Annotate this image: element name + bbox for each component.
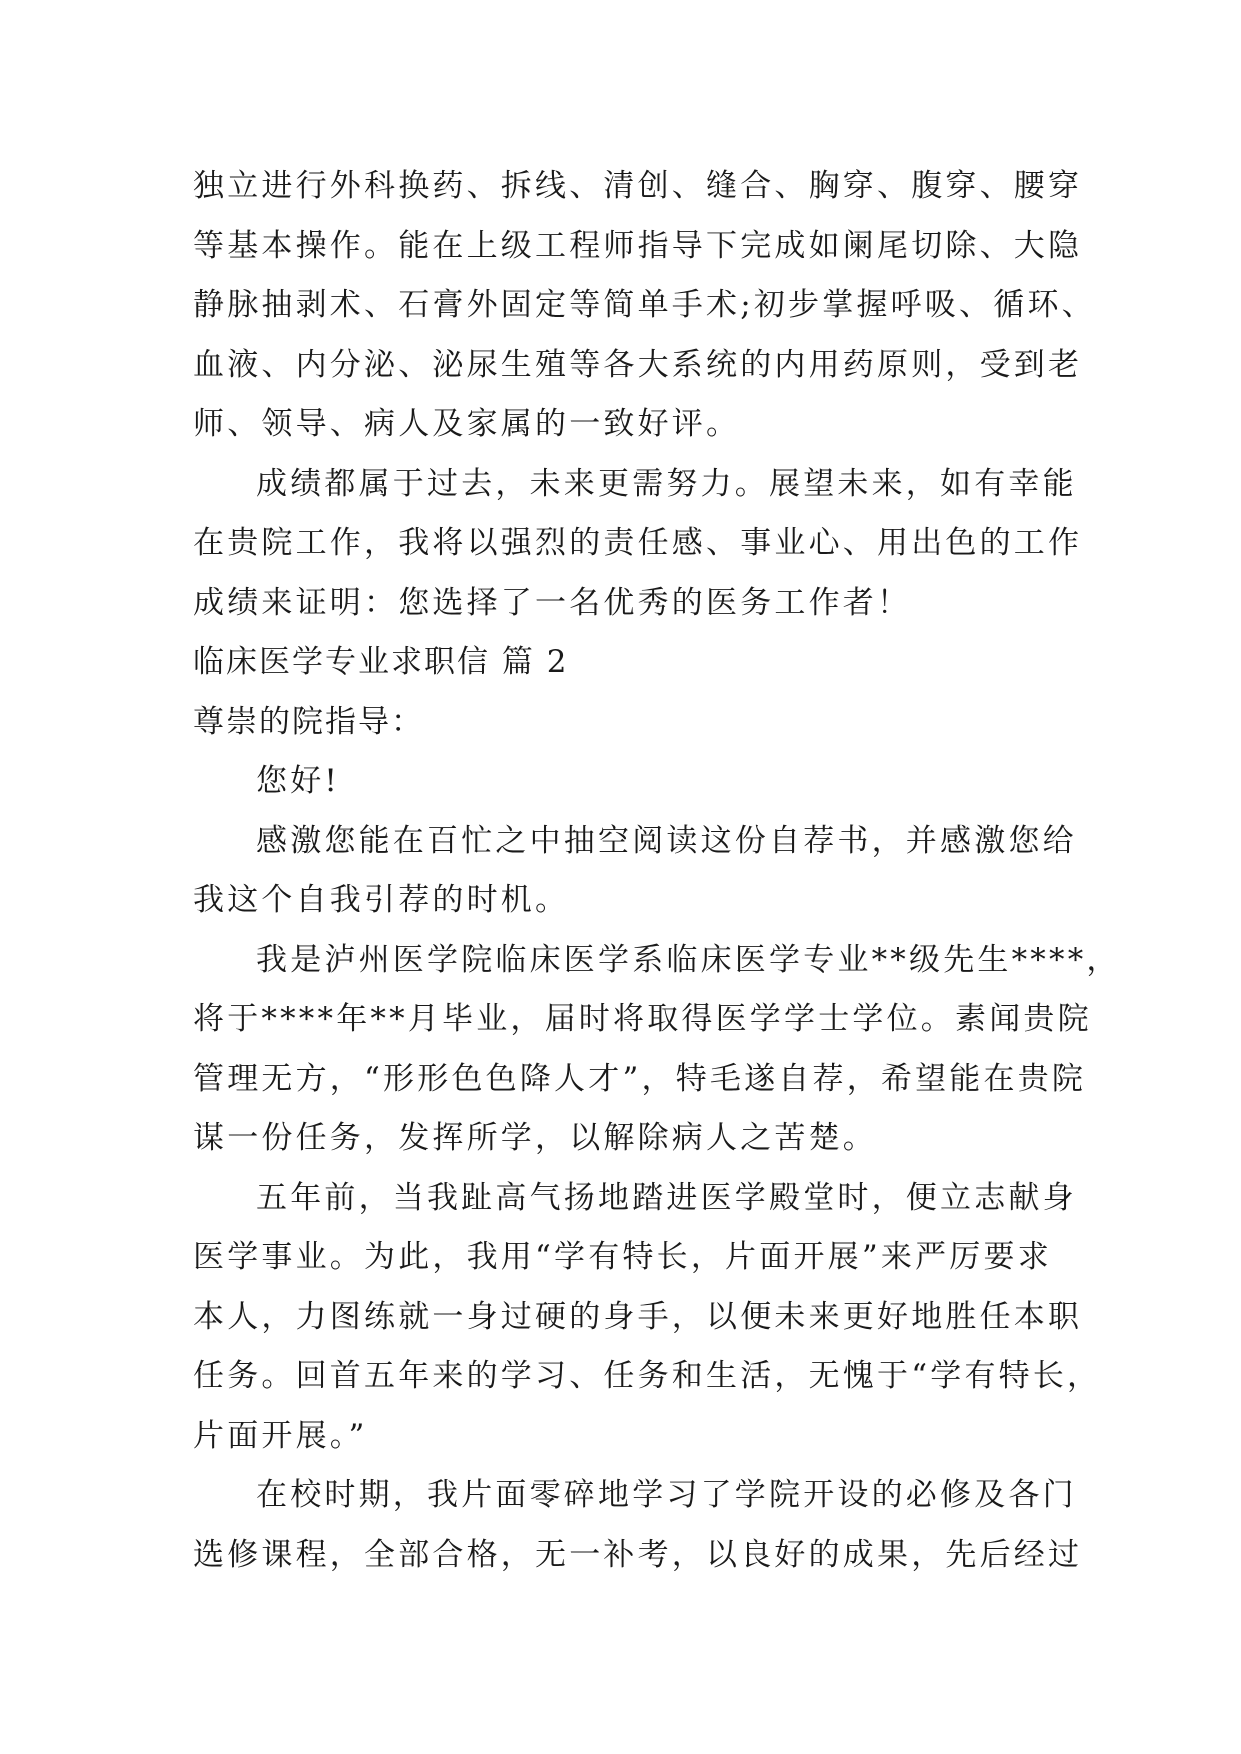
paragraph-line: 本人，力图练就一身过硬的身手，以便未来更好地胜任本职 (193, 1298, 1083, 1335)
paragraph-line: 等基本操作。能在上级工程师指导下完成如阑尾切除、大隐 (193, 227, 1083, 264)
paragraph-line: 血液、内分泌、泌尿生殖等各大系统的内用药原则，受到老 (193, 346, 1083, 383)
paragraph-line: 我这个自我引荐的时机。 (193, 882, 570, 918)
paragraph-line: 师、领导、病人及家属的一致好评。 (193, 406, 741, 442)
paragraph-line: 成绩都属于过去，未来更需努力。展望未来，如有幸能 (256, 465, 1077, 502)
paragraph-line: 成绩来证明：您选择了一名优秀的医务工作者！ (193, 584, 912, 621)
document-body (193, 157, 1121, 1585)
paragraph-line: 感激您能在百忙之中抽空阅读这份自荐书，并感激您给 (256, 822, 1077, 859)
paragraph-line: 将于****年**月毕业，届时将取得医学学士学位。素闻贵院 (193, 1001, 1092, 1037)
paragraph-line: 片面开展。” (193, 1417, 368, 1454)
paragraph-line: 谋一份任务，发挥所学，以解除病人之苦楚。 (193, 1120, 877, 1156)
greeting: 您好! (256, 763, 341, 799)
paragraph-line: 任务。回首五年来的学习、任务和生活，无愧于“学有特长， (193, 1358, 1102, 1394)
paragraph-line: 在校时期，我片面零碎地学习了学院开设的必修及各门 (256, 1477, 1077, 1513)
paragraph-line: 在贵院工作，我将以强烈的责任感、事业心、用出色的工作 (193, 525, 1083, 561)
paragraph-line: 选修课程，全部合格，无一补考，以良好的成果，先后经过 (193, 1536, 1083, 1573)
paragraph-line: 独立进行外科换药、拆线、清创、缝合、胸穿、腹穿、腰穿 (193, 168, 1083, 204)
paragraph-line: 五年前，当我趾高气扬地踏进医学殿堂时，便立志献身 (256, 1179, 1077, 1216)
section-heading: 临床医学专业求职信 篇 2 (193, 644, 569, 680)
salutation: 尊崇的院指导： (193, 703, 424, 740)
paragraph-line: 管理无方，“形形色色降人才”，特毛遂自荐，希望能在贵院 (193, 1060, 1087, 1097)
paragraph-line: 医学事业。为此，我用“学有特长，片面开展”来严厉要求 (193, 1239, 1052, 1275)
paragraph-line: 静脉抽剥术、石膏外固定等简单手术;初步掌握呼吸、循环、 (193, 287, 1096, 323)
paragraph-line: 我是泸州医学院临床医学系临床医学专业**级先生****， (256, 941, 1121, 978)
